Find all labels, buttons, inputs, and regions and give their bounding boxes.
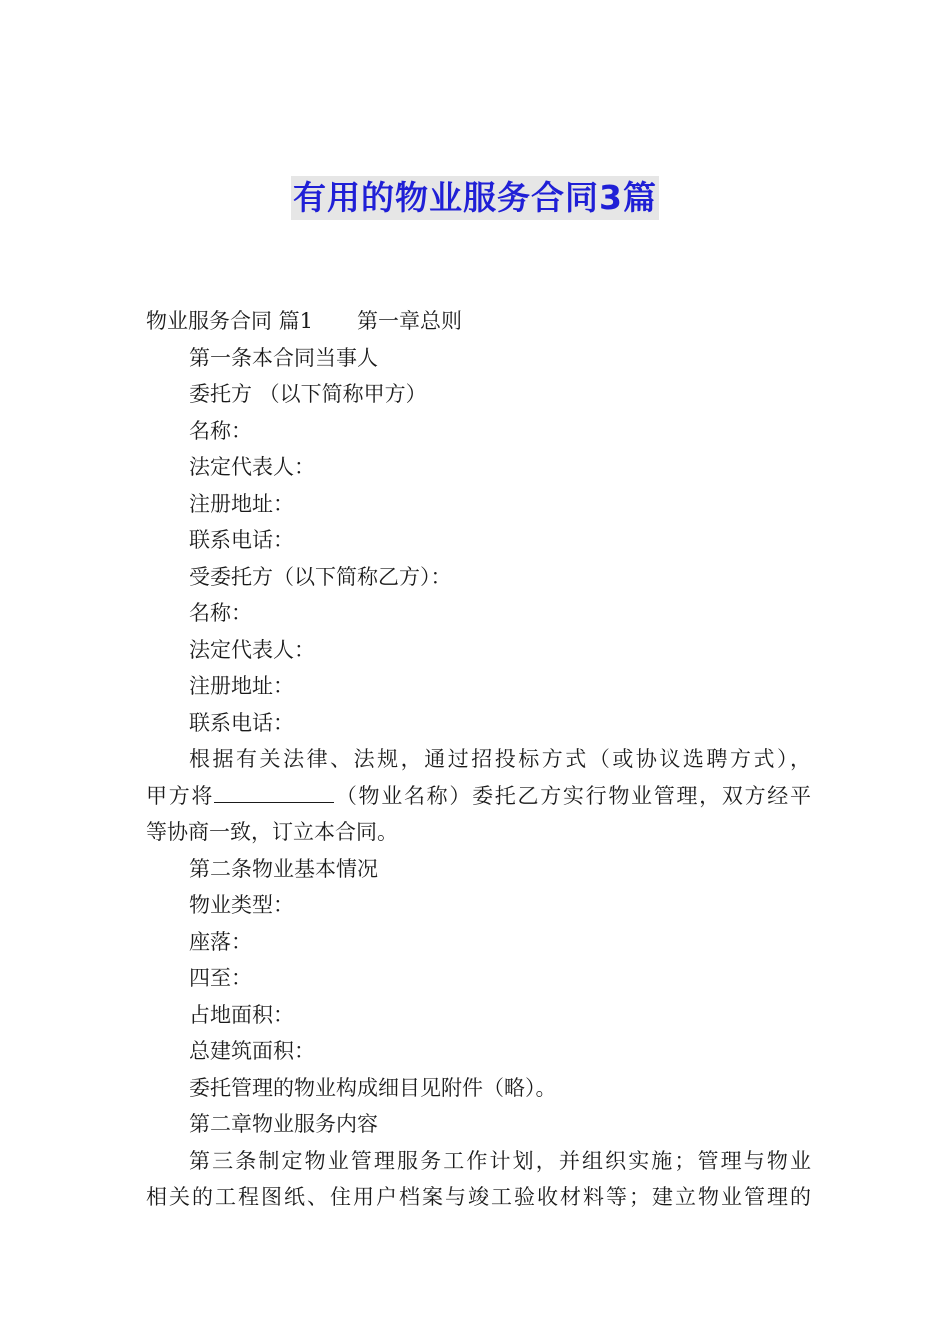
- text-line: 注册地址：: [189, 491, 294, 516]
- title-container: [0, 176, 950, 220]
- text-line: 物业类型：: [189, 893, 294, 917]
- text-line: 法定代表人：: [189, 455, 315, 479]
- text-line: 受委托方（以下简称乙方）：: [189, 564, 452, 589]
- text-line: 委托方 （以下简称甲方）: [189, 382, 427, 406]
- paragraph-line: [146, 778, 811, 815]
- text-line: 占地面积：: [189, 1002, 294, 1027]
- contract-heading: 物业服务合同 篇1: [146, 309, 314, 333]
- text-line: 联系电话：: [189, 528, 294, 552]
- text-line: 第一条本合同当事人: [189, 345, 378, 370]
- paragraph-text: （物业名称）委托乙方实行物业管理，双方经平: [334, 783, 811, 808]
- text-line: 名称：: [189, 418, 252, 443]
- text-line: 委托管理的物业构成细目见附件（略）。: [189, 1075, 557, 1100]
- text-line: 第二条物业基本情况: [189, 856, 378, 881]
- document-body: [146, 303, 811, 1216]
- paragraph-line: 第三条制定物业管理服务工作计划，并组织实施；管理与物业: [189, 1148, 811, 1173]
- document-title: 有用的物业服务合同3篇: [291, 176, 659, 220]
- paragraph-text: 甲方将: [146, 783, 215, 808]
- text-line: 名称：: [189, 601, 252, 625]
- text-line: 座落：: [189, 929, 252, 954]
- paragraph-line: 等协商一致，订立本合同。: [146, 820, 398, 844]
- fill-in-blank: [214, 784, 334, 803]
- section-heading: [146, 303, 811, 340]
- paragraph-line: 相关的工程图纸、住用户档案与竣工验收材料等；建立物业管理的: [146, 1185, 811, 1209]
- text-line: 注册地址：: [189, 674, 294, 698]
- text-line: 总建筑面积：: [189, 1039, 315, 1063]
- text-line: 联系电话：: [189, 710, 294, 735]
- chapter-heading: 第一章总则: [357, 309, 463, 333]
- text-line: 第二章物业服务内容: [189, 1112, 378, 1136]
- text-line: 四至：: [189, 966, 252, 990]
- text-line: 法定代表人：: [189, 637, 315, 662]
- paragraph-line: 根据有关法律、法规，通过招投标方式（或协议选聘方式），: [189, 747, 811, 771]
